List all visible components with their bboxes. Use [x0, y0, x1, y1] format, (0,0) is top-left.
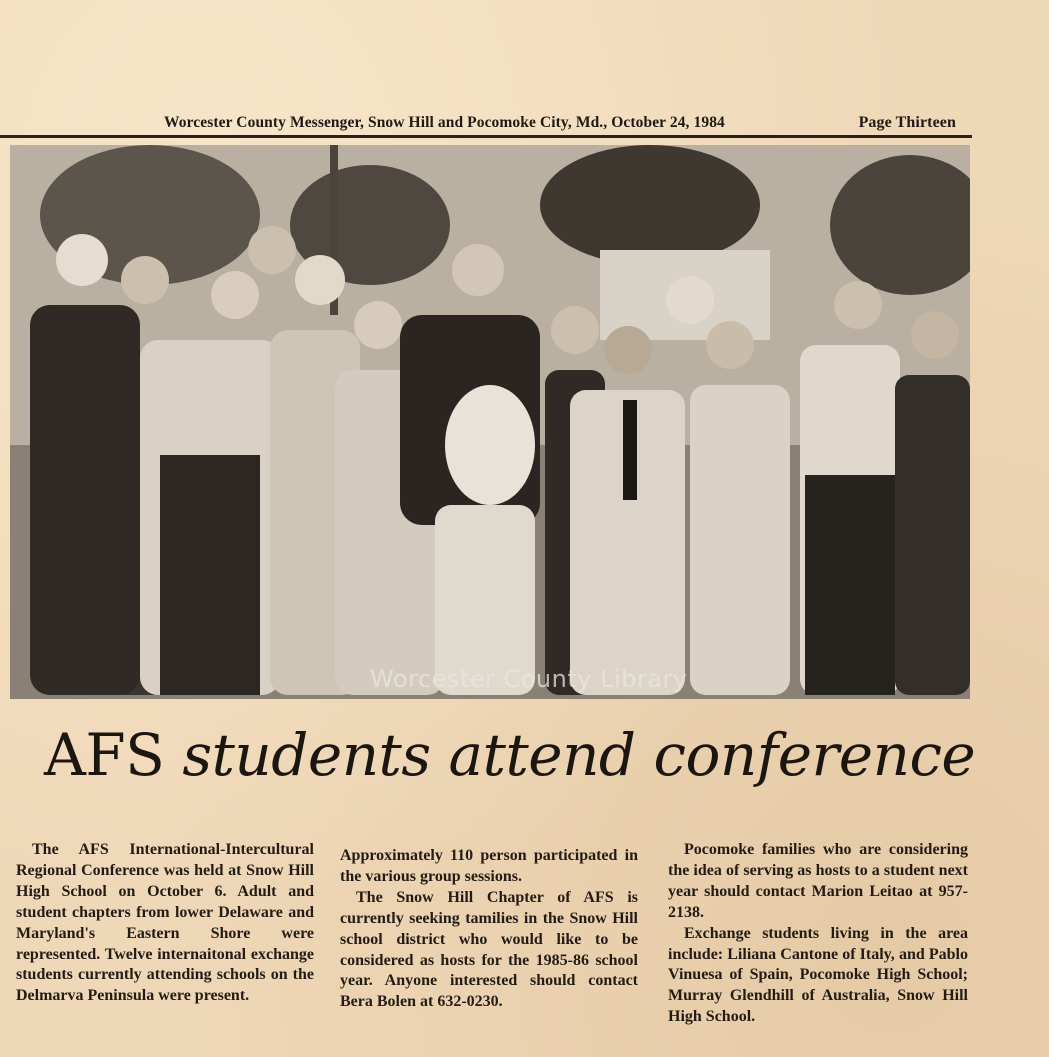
masthead-line: Worcester County Messenger, Snow Hill and Pocomoke City, Md., October 24, 1984	[164, 114, 725, 131]
article-column-1	[16, 840, 314, 1007]
library-watermark: Worcester County Library	[370, 665, 688, 693]
masthead	[164, 114, 964, 132]
photo-illustration	[10, 145, 970, 699]
page-number: Page Thirteen	[858, 114, 956, 131]
article-paragraph: Pocomoke families who are considering the idea of serving as hosts to a student next year should contact Marion Leitao at 957-2138.	[668, 841, 968, 921]
article-column-3	[668, 840, 968, 1028]
masthead-rule	[0, 135, 972, 138]
article-column-2	[340, 846, 638, 1013]
headline	[44, 720, 976, 790]
headline-afs: AFS	[44, 721, 183, 789]
article-paragraph: Approximately 110 person participated in the various group sessions.	[340, 847, 638, 885]
eagle-mascot	[445, 385, 535, 505]
article-paragraph: Exchange students living in the area include: Liliana Cantone of Italy, and Pablo Vinuesa of Spain, Pocomoke High School; Murray Glendhill of Australia, Snow Hill High School.	[668, 924, 968, 1026]
article-paragraph: The AFS International-Intercultural Regional Conference was held at Snow Hill High School on October 6. Adult and student chapters from lower Delaware and Maryland's Eastern Shore were represented. Twelve internaitonal exchange students currently attending schools on the Delmarva Peninsula were present.	[16, 841, 314, 1005]
article-paragraph: The Snow Hill Chapter of AFS is currently seeking tamilies in the Snow Hill school district who would like to be considered as hosts for the 1985-86 school year. Anyone interested should contact Bera Bolen at 632-0230.	[340, 888, 638, 1011]
headline-rest: students attend conference	[182, 721, 976, 789]
tree	[540, 145, 760, 265]
group-photo	[10, 145, 970, 699]
